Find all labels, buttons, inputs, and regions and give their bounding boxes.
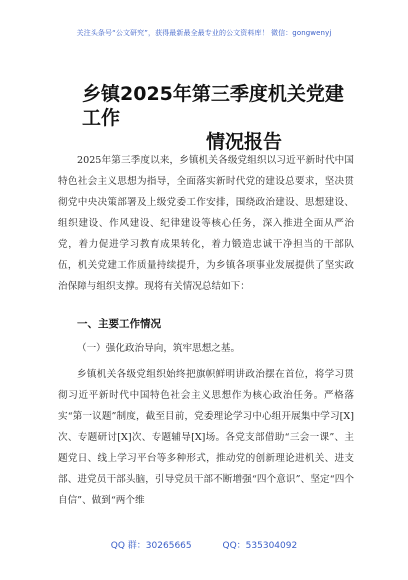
section-heading: 一、主要工作情况 <box>77 318 161 330</box>
footer-qq-group: QQ 群：30265665 <box>110 541 192 551</box>
header-banner: 关注头条号“公文研究”，获得最新最全最专业的公文资料库！ 微信：gongwenyj <box>76 29 332 37</box>
intro-paragraph: 2025年第三季度以来，乡镇机关各级党组织以习近平新时代中国特色社会主义思想为指导，全面落实新时代党的建设总要求，坚决贯彻党中央决策部署及上级党委工作安排，围绕政治建设、思想建设、组织建设、作风建设、纪律建设等核心任务，深入推进全面从严治党，着力促进学习教育成果转化，着力锻造忠诚干净担当的干部队伍，机关党建工作质量持续提升，为乡镇各项事业发展提供了坚实政治保障与组织支撑。现将有关情况总结如下： <box>58 155 354 292</box>
subsection-heading: （一）强化政治导向，筑牢思想之基。 <box>77 343 241 354</box>
footer-qq-contact: QQ：535304092 <box>222 541 298 551</box>
title-line-1: 乡镇2025年第三季度机关党建工作 <box>82 83 344 129</box>
page-title <box>60 82 360 154</box>
title-line-2: 情况报告 <box>206 131 283 153</box>
footer <box>0 538 408 551</box>
body-paragraph: 乡镇机关各级党组织始终把旗帜鲜明讲政治摆在首位，将学习贯彻习近平新时代中国特色社会主义思想作为核心政治任务。严格落实“第一议题”制度，截至目前，党委理论学习中心组开展集中学习[X]次、专题研讨[X]次、专题辅导[X]场。各党支部借助“三会一课”、主题党日、线上学习平台等多种形式，推动党的创新理论进机关、进支部、进党员干部头脑，引导党员干部不断增强“四个意识”、坚定“四个自信”、做到“两个维 <box>58 369 354 506</box>
